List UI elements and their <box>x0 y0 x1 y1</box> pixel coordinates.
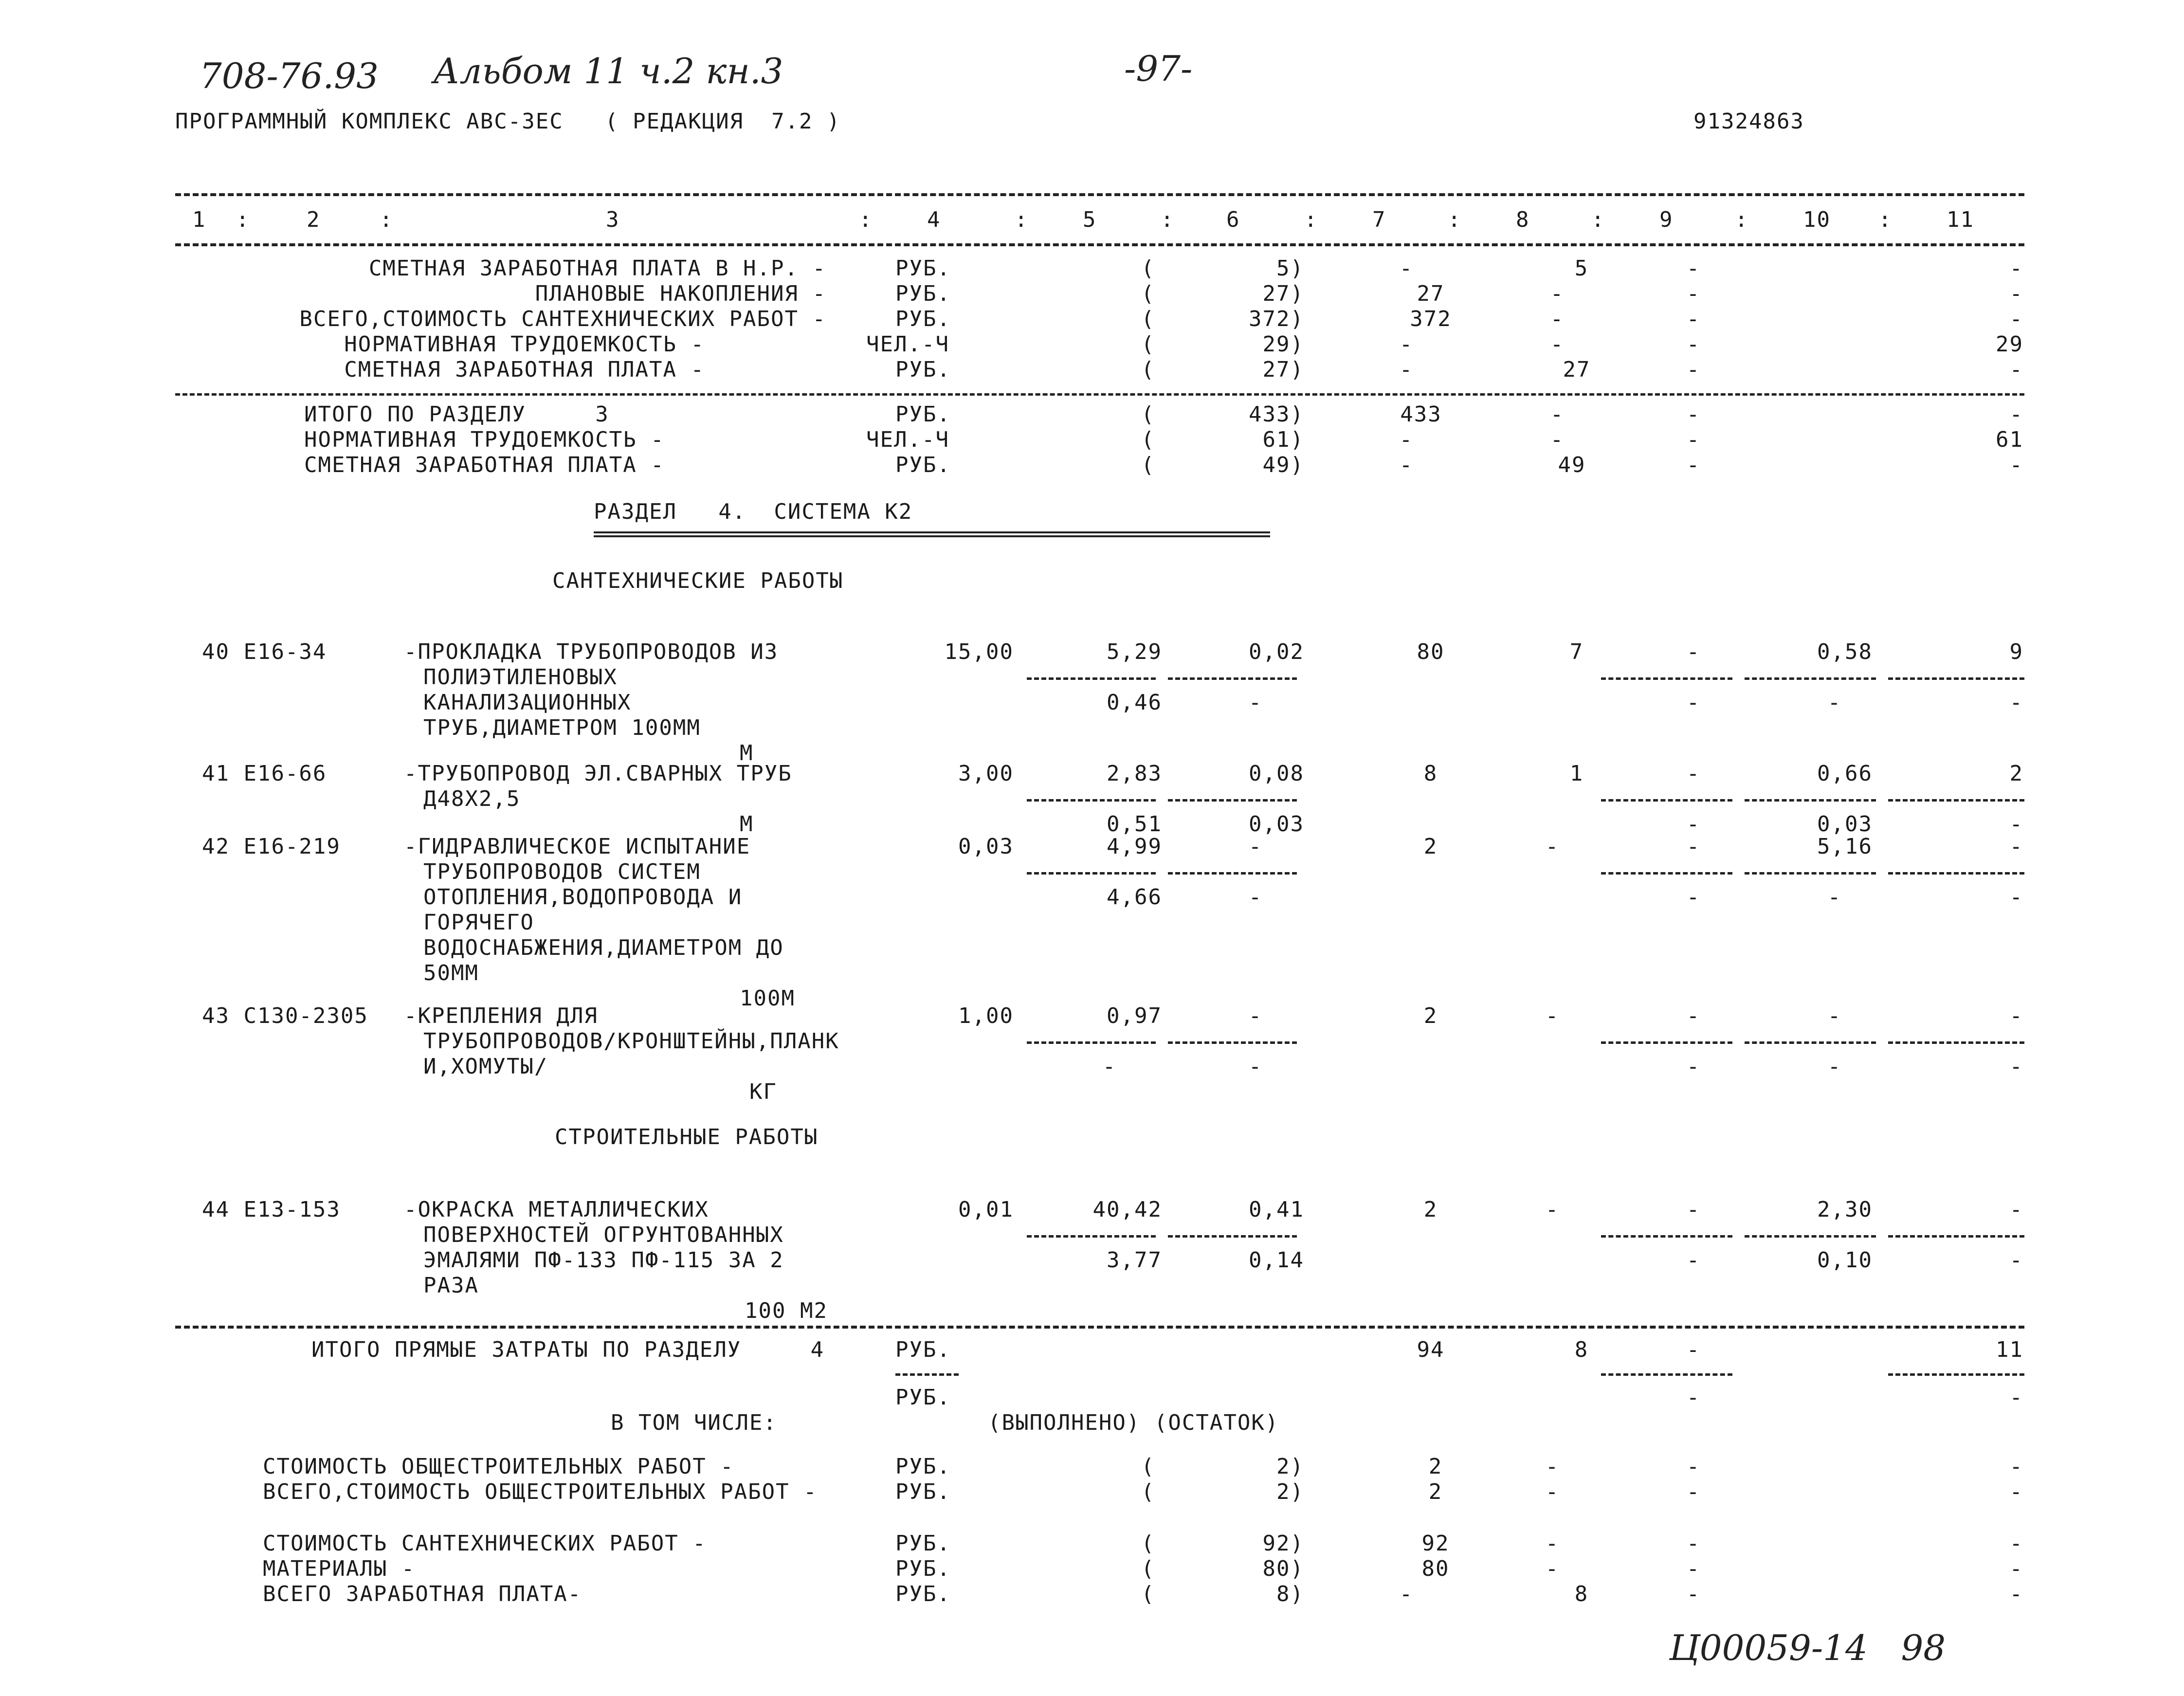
summary-label: СМЕТНАЯ ЗАРАБОТНАЯ ПЛАТА - <box>344 357 705 382</box>
bottom-value: 92) <box>1262 1531 1304 1556</box>
summary-label: СМЕТНАЯ ЗАРАБОТНАЯ ПЛАТА В Н.Р. - <box>368 256 826 281</box>
item-c9-sub: - <box>1686 690 1701 715</box>
col-4: 4 <box>927 207 941 232</box>
bottom-c7: 2 <box>1428 1479 1443 1504</box>
item-c10: 5,16 <box>1817 834 1873 859</box>
item-desc-line: И,ХОМУТЫ/ <box>423 1054 548 1079</box>
summary-c11: - <box>2009 256 2023 281</box>
divider <box>1601 1235 1732 1238</box>
divider <box>1168 677 1297 680</box>
item-c10: 0,58 <box>1817 639 1873 664</box>
section-title: РАЗДЕЛ 4. СИСТЕМА К2 <box>594 499 913 524</box>
col-sep: : <box>1304 207 1318 232</box>
item-c8: 1 <box>1569 761 1584 786</box>
total-c11: - <box>2009 402 2023 427</box>
divider <box>1601 872 1732 875</box>
item-c6-sub: - <box>1248 885 1263 910</box>
total-c7: - <box>1399 427 1414 452</box>
col-10: 10 <box>1803 207 1831 232</box>
divider <box>1745 1041 1876 1044</box>
item-number: 43 С130-2305 <box>202 1003 368 1028</box>
divider <box>1745 1235 1876 1238</box>
item-c5-sub: 0,51 <box>1107 812 1162 837</box>
total-c8: - <box>1550 402 1565 427</box>
bottom-c9: - <box>1686 1556 1701 1581</box>
bottom-unit: РУБ. <box>895 1531 951 1556</box>
item-unit: 100М <box>740 986 795 1011</box>
item-unit: КГ <box>749 1079 777 1104</box>
item-c5: 0,97 <box>1107 1003 1162 1028</box>
page-number: -97- <box>1124 48 1193 89</box>
item-desc-line: -ТРУБОПРОВОД ЭЛ.СВАРНЫХ ТРУБ <box>404 761 792 786</box>
item-unit: 100 М2 <box>745 1298 828 1323</box>
summary-unit: ЧЕЛ.-Ч <box>866 332 949 357</box>
divider <box>1888 1235 2024 1238</box>
summary-value: 5) <box>1276 256 1304 281</box>
item-c6: 0,41 <box>1249 1197 1304 1222</box>
col-5: 5 <box>1083 207 1097 232</box>
item-desc-line: -ОКРАСКА МЕТАЛЛИЧЕСКИХ <box>404 1197 709 1222</box>
item-c5: 4,99 <box>1107 834 1162 859</box>
subsection-santech: САНТЕХНИЧЕСКИЕ РАБОТЫ <box>552 568 844 593</box>
col-sep: : <box>236 207 250 232</box>
item-c6-sub: 0,03 <box>1249 812 1304 837</box>
summary-label: ПЛАНОВЫЕ НАКОПЛЕНИЯ - <box>535 281 826 306</box>
col-sep: : <box>1591 207 1605 232</box>
col-sep: : <box>380 207 394 232</box>
item-c7: 2 <box>1423 1003 1438 1028</box>
divider <box>1888 1373 2024 1376</box>
summary-c8: - <box>1550 307 1565 331</box>
item-c5-sub: 4,66 <box>1107 885 1162 910</box>
item-desc-line: ПОВЕРХНОСТЕЙ ОГРУНТОВАННЫХ <box>423 1222 784 1247</box>
summary-c8: 5 <box>1574 256 1589 281</box>
total-unit: РУБ. <box>895 402 951 427</box>
divider <box>1168 799 1297 802</box>
bottom-unit: РУБ. <box>895 1479 951 1504</box>
col-7: 7 <box>1372 207 1386 232</box>
item-qty: 15,00 <box>944 639 1014 664</box>
divider <box>1168 1235 1297 1238</box>
divider <box>1027 677 1156 680</box>
bottom-c7: 80 <box>1421 1556 1450 1581</box>
divider <box>1888 799 2024 802</box>
bottom-c9: - <box>1686 1479 1701 1504</box>
item-qty: 3,00 <box>958 761 1014 786</box>
summary-value: 27) <box>1262 357 1304 382</box>
item-c9-sub: - <box>1686 1054 1701 1079</box>
summary-c8: - <box>1550 332 1565 357</box>
total-c11: - <box>2009 453 2023 477</box>
item-desc-line: -ПРОКЛАДКА ТРУБОПРОВОДОВ ИЗ <box>404 639 779 664</box>
item-c5-sub: 0,46 <box>1107 690 1162 715</box>
item-qty: 0,03 <box>958 834 1014 859</box>
col-6: 6 <box>1226 207 1240 232</box>
divider <box>1601 677 1732 680</box>
item-c8: - <box>1545 1003 1560 1028</box>
paren: ( <box>1141 332 1155 357</box>
bottom-label: ВСЕГО ЗАРАБОТНАЯ ПЛАТА- <box>263 1582 582 1606</box>
direct-costs-c9: - <box>1686 1337 1701 1362</box>
bottom-c9: - <box>1686 1582 1701 1606</box>
bottom-c11: - <box>2009 1454 2023 1479</box>
direct-costs-rule <box>175 1326 2024 1329</box>
divider <box>1027 799 1156 802</box>
paren: ( <box>1141 281 1155 306</box>
item-c11-sub: - <box>2009 885 2023 910</box>
bottom-unit: РУБ. <box>895 1556 951 1581</box>
paren: ( <box>1141 1582 1155 1606</box>
direct-costs-label: ИТОГО ПРЯМЫЕ ЗАТРАТЫ ПО РАЗДЕЛУ 4 <box>311 1337 825 1362</box>
total-c9: - <box>1686 453 1701 477</box>
total-c7: 433 <box>1400 402 1442 427</box>
bottom-c7: - <box>1399 1582 1414 1606</box>
summary-c8: 27 <box>1563 357 1591 382</box>
bottom-c11: - <box>2009 1531 2023 1556</box>
summary-c9: - <box>1686 307 1701 331</box>
item-c11: - <box>2009 1003 2023 1028</box>
bottom-c9: - <box>1686 1531 1701 1556</box>
item-c10: - <box>1827 1003 1842 1028</box>
item-desc-line: -ГИДРАВЛИЧЕСКОЕ ИСПЫТАНИЕ <box>404 834 751 859</box>
item-c8: 7 <box>1569 639 1584 664</box>
item-c5-sub: - <box>1102 1054 1117 1079</box>
item-c11-sub: - <box>2009 1248 2023 1273</box>
item-desc-line: ТРУБОПРОВОДОВ СИСТЕМ <box>423 859 701 884</box>
item-c9-sub: - <box>1686 1248 1701 1273</box>
divider <box>1888 677 2024 680</box>
item-desc-line: ПОЛИЭТИЛЕНОВЫХ <box>423 665 618 690</box>
section-total-rule <box>175 393 2024 396</box>
item-qty: 0,01 <box>958 1197 1014 1222</box>
item-desc-line: -КРЕПЛЕНИЯ ДЛЯ <box>404 1003 598 1028</box>
item-c8: - <box>1545 834 1560 859</box>
total-label: ИТОГО ПО РАЗДЕЛУ 3 <box>304 402 609 427</box>
item-c9-sub: - <box>1686 885 1701 910</box>
item-c6-sub: 0,14 <box>1249 1248 1304 1273</box>
summary-c11: 29 <box>1996 332 2023 357</box>
bottom-c8: - <box>1545 1479 1560 1504</box>
direct-costs-c7: 94 <box>1417 1337 1445 1362</box>
item-c9: - <box>1686 834 1701 859</box>
col-11: 11 <box>1947 207 1974 232</box>
bottom-c8: - <box>1545 1531 1560 1556</box>
item-c11: 2 <box>2009 761 2023 786</box>
paren: ( <box>1141 1531 1155 1556</box>
section-title-underline <box>594 531 1270 537</box>
col-sep: : <box>859 207 873 232</box>
paren: ( <box>1141 256 1155 281</box>
item-c11: 9 <box>2009 639 2023 664</box>
item-desc-line: ЭМАЛЯМИ ПФ-133 ПФ-115 ЗА 2 <box>423 1248 784 1273</box>
summary-c11: - <box>2009 307 2023 331</box>
summary-c9: - <box>1686 332 1701 357</box>
item-c10-sub: 0,10 <box>1817 1248 1873 1273</box>
col-2: 2 <box>307 207 321 232</box>
divider <box>1745 872 1876 875</box>
total-value: 49) <box>1262 453 1304 477</box>
total-unit: ЧЕЛ.-Ч <box>866 427 949 452</box>
total-label: СМЕТНАЯ ЗАРАБОТНАЯ ПЛАТА - <box>304 453 665 477</box>
divider <box>1888 1041 2024 1044</box>
bottom-c7: 2 <box>1428 1454 1443 1479</box>
done-remaining-label: (ВЫПОЛНЕНО) (ОСТАТОК) <box>988 1410 1279 1435</box>
item-desc-line: 50ММ <box>423 961 479 985</box>
item-c10-sub: 0,03 <box>1817 812 1873 837</box>
item-c11-sub: - <box>2009 812 2023 837</box>
item-c8: - <box>1545 1197 1560 1222</box>
bottom-c8: - <box>1545 1454 1560 1479</box>
item-number: 42 Е16-219 <box>202 834 341 859</box>
summary-c7: - <box>1399 332 1414 357</box>
bottom-value: 8) <box>1276 1582 1304 1606</box>
divider <box>1601 799 1732 802</box>
summary-label: ВСЕГО,СТОИМОСТЬ САНТЕХНИЧЕСКИХ РАБОТ - <box>299 307 826 331</box>
total-c8: - <box>1550 427 1565 452</box>
item-qty: 1,00 <box>958 1003 1014 1028</box>
summary-c9: - <box>1686 357 1701 382</box>
divider <box>1027 1041 1156 1044</box>
item-number: 41 Е16-66 <box>202 761 327 786</box>
item-c9: - <box>1686 1197 1701 1222</box>
col-sep: : <box>1735 207 1749 232</box>
item-c6: 0,08 <box>1249 761 1304 786</box>
col-1: 1 <box>192 207 206 232</box>
divider <box>1601 1041 1732 1044</box>
bottom-label: МАТЕРИАЛЫ - <box>263 1556 416 1581</box>
direct-costs-c8: 8 <box>1574 1337 1589 1362</box>
bottom-c8: 8 <box>1574 1582 1589 1606</box>
divider <box>1745 677 1876 680</box>
bottom-label: ВСЕГО,СТОИМОСТЬ ОБЩЕСТРОИТЕЛЬНЫХ РАБОТ - <box>263 1479 818 1504</box>
bottom-label: СТОИМОСТЬ ОБЩЕСТРОИТЕЛЬНЫХ РАБОТ - <box>263 1454 734 1479</box>
item-c6: - <box>1248 834 1263 859</box>
col-9: 9 <box>1659 207 1674 232</box>
col-sep: : <box>1448 207 1462 232</box>
summary-value: 372) <box>1249 307 1304 331</box>
item-desc-line: Д48Х2,5 <box>423 786 521 811</box>
table-top-rule <box>175 193 2024 196</box>
bottom-unit: РУБ. <box>895 1454 951 1479</box>
summary-c8: - <box>1550 281 1565 306</box>
item-c6-sub: - <box>1248 690 1263 715</box>
item-c7: 2 <box>1423 834 1438 859</box>
direct-costs-c9-sub: - <box>1686 1385 1701 1410</box>
handwritten-album: Альбом 11 ч.2 кн.3 <box>433 51 783 91</box>
summary-unit: РУБ. <box>895 307 951 331</box>
total-c9: - <box>1686 427 1701 452</box>
summary-c7: 372 <box>1410 307 1452 331</box>
item-unit: М <box>740 741 754 766</box>
including-label: В ТОМ ЧИСЛЕ: <box>611 1410 777 1435</box>
item-desc-line: ГОРЯЧЕГО <box>423 910 534 935</box>
summary-c9: - <box>1686 256 1701 281</box>
item-c7: 8 <box>1423 761 1438 786</box>
summary-c11: - <box>2009 357 2023 382</box>
table-header-rule <box>175 243 2024 246</box>
item-c6: 0,02 <box>1249 639 1304 664</box>
paren: ( <box>1141 1454 1155 1479</box>
total-c9: - <box>1686 402 1701 427</box>
divider <box>1027 1235 1156 1238</box>
item-desc-line: ТРУБ,ДИАМЕТРОМ 100ММ <box>423 715 701 740</box>
bottom-c8: - <box>1545 1556 1560 1581</box>
summary-c7: - <box>1399 357 1414 382</box>
item-c5: 40,42 <box>1092 1197 1162 1222</box>
item-c7: 2 <box>1423 1197 1438 1222</box>
total-label: НОРМАТИВНАЯ ТРУДОЕМКОСТЬ - <box>304 427 665 452</box>
summary-c9: - <box>1686 281 1701 306</box>
paren: ( <box>1141 402 1155 427</box>
bottom-c7: 92 <box>1421 1531 1450 1556</box>
item-desc-line: ТРУБОПРОВОДОВ/КРОНШТЕЙНЫ,ПЛАНК <box>423 1029 839 1054</box>
bottom-c11: - <box>2009 1556 2023 1581</box>
footer-handwritten-code: Ц00059-14 98 <box>1669 1627 1946 1668</box>
total-c7: - <box>1399 453 1414 477</box>
col-sep: : <box>1161 207 1175 232</box>
total-unit: РУБ. <box>895 453 951 477</box>
divider <box>1168 1041 1297 1044</box>
handwritten-reference: 708-76.93 <box>200 55 379 96</box>
divider <box>1888 872 2024 875</box>
bottom-c11: - <box>2009 1479 2023 1504</box>
paren: ( <box>1141 1556 1155 1581</box>
paren: ( <box>1141 357 1155 382</box>
item-c9-sub: - <box>1686 812 1701 837</box>
item-c6-sub: - <box>1248 1054 1263 1079</box>
item-desc-line: ВОДОСНАБЖЕНИЯ,ДИАМЕТРОМ ДО <box>423 935 784 960</box>
item-desc-line: РАЗА <box>423 1273 479 1298</box>
divider <box>1745 799 1876 802</box>
summary-c11: - <box>2009 281 2023 306</box>
item-number: 44 Е13-153 <box>202 1197 341 1222</box>
item-c11: - <box>2009 834 2023 859</box>
item-c9: - <box>1686 761 1701 786</box>
summary-unit: РУБ. <box>895 281 951 306</box>
bottom-value: 80) <box>1262 1556 1304 1581</box>
summary-label: НОРМАТИВНАЯ ТРУДОЕМКОСТЬ - <box>344 332 705 357</box>
total-value: 61) <box>1262 427 1304 452</box>
program-title: ПРОГРАММНЫЙ КОМПЛЕКС АВС-3ЕС ( РЕДАКЦИЯ 7.2 ) <box>175 109 841 134</box>
item-c11-sub: - <box>2009 1054 2023 1079</box>
direct-costs-unit: РУБ. <box>895 1337 951 1362</box>
total-c11: 61 <box>1996 427 2023 452</box>
direct-costs-unit-2: РУБ. <box>895 1385 951 1410</box>
subsection-build: СТРОИТЕЛЬНЫЕ РАБОТЫ <box>555 1125 819 1149</box>
total-value: 433) <box>1249 402 1304 427</box>
summary-unit: РУБ. <box>895 256 951 281</box>
document-code: 91324863 <box>1693 109 1804 134</box>
bottom-unit: РУБ. <box>895 1582 951 1606</box>
summary-value: 29) <box>1262 332 1304 357</box>
item-c10-sub: - <box>1827 690 1842 715</box>
item-c9: - <box>1686 1003 1701 1028</box>
item-c5: 2,83 <box>1107 761 1162 786</box>
item-c5: 5,29 <box>1107 639 1162 664</box>
item-c7: 80 <box>1417 639 1445 664</box>
divider <box>1168 872 1297 875</box>
total-c8: 49 <box>1558 453 1586 477</box>
item-unit: М <box>740 812 754 837</box>
item-number: 40 Е16-34 <box>202 639 327 664</box>
bottom-label: СТОИМОСТЬ САНТЕХНИЧЕСКИХ РАБОТ - <box>263 1531 707 1556</box>
summary-unit: РУБ. <box>895 357 951 382</box>
direct-costs-c11-sub: - <box>2009 1385 2023 1410</box>
direct-costs-c11: 11 <box>1996 1337 2023 1362</box>
bottom-value: 2) <box>1276 1454 1304 1479</box>
item-c5-sub: 3,77 <box>1107 1248 1162 1273</box>
item-c11: - <box>2009 1197 2023 1222</box>
paren: ( <box>1141 307 1155 331</box>
item-c10-sub: - <box>1827 1054 1842 1079</box>
col-8: 8 <box>1516 207 1530 232</box>
paren: ( <box>1141 453 1155 477</box>
bottom-c11: - <box>2009 1582 2023 1606</box>
divider <box>1601 1373 1732 1376</box>
item-desc-line: ОТОПЛЕНИЯ,ВОДОПРОВОДА И <box>423 885 743 910</box>
summary-value: 27) <box>1262 281 1304 306</box>
divider <box>1027 872 1156 875</box>
item-c9: - <box>1686 639 1701 664</box>
summary-c7: 27 <box>1417 281 1445 306</box>
item-c6: - <box>1248 1003 1263 1028</box>
paren: ( <box>1141 427 1155 452</box>
item-c10: 2,30 <box>1817 1197 1873 1222</box>
item-c10-sub: - <box>1827 885 1842 910</box>
summary-c7: - <box>1399 256 1414 281</box>
item-desc-line: КАНАЛИЗАЦИОННЫХ <box>423 690 632 715</box>
paren: ( <box>1141 1479 1155 1504</box>
col-sep: : <box>1878 207 1893 232</box>
item-c10: 0,66 <box>1817 761 1873 786</box>
col-sep: : <box>1015 207 1029 232</box>
col-3: 3 <box>606 207 620 232</box>
divider <box>895 1373 959 1376</box>
bottom-c9: - <box>1686 1454 1701 1479</box>
item-c11-sub: - <box>2009 690 2023 715</box>
bottom-value: 2) <box>1276 1479 1304 1504</box>
